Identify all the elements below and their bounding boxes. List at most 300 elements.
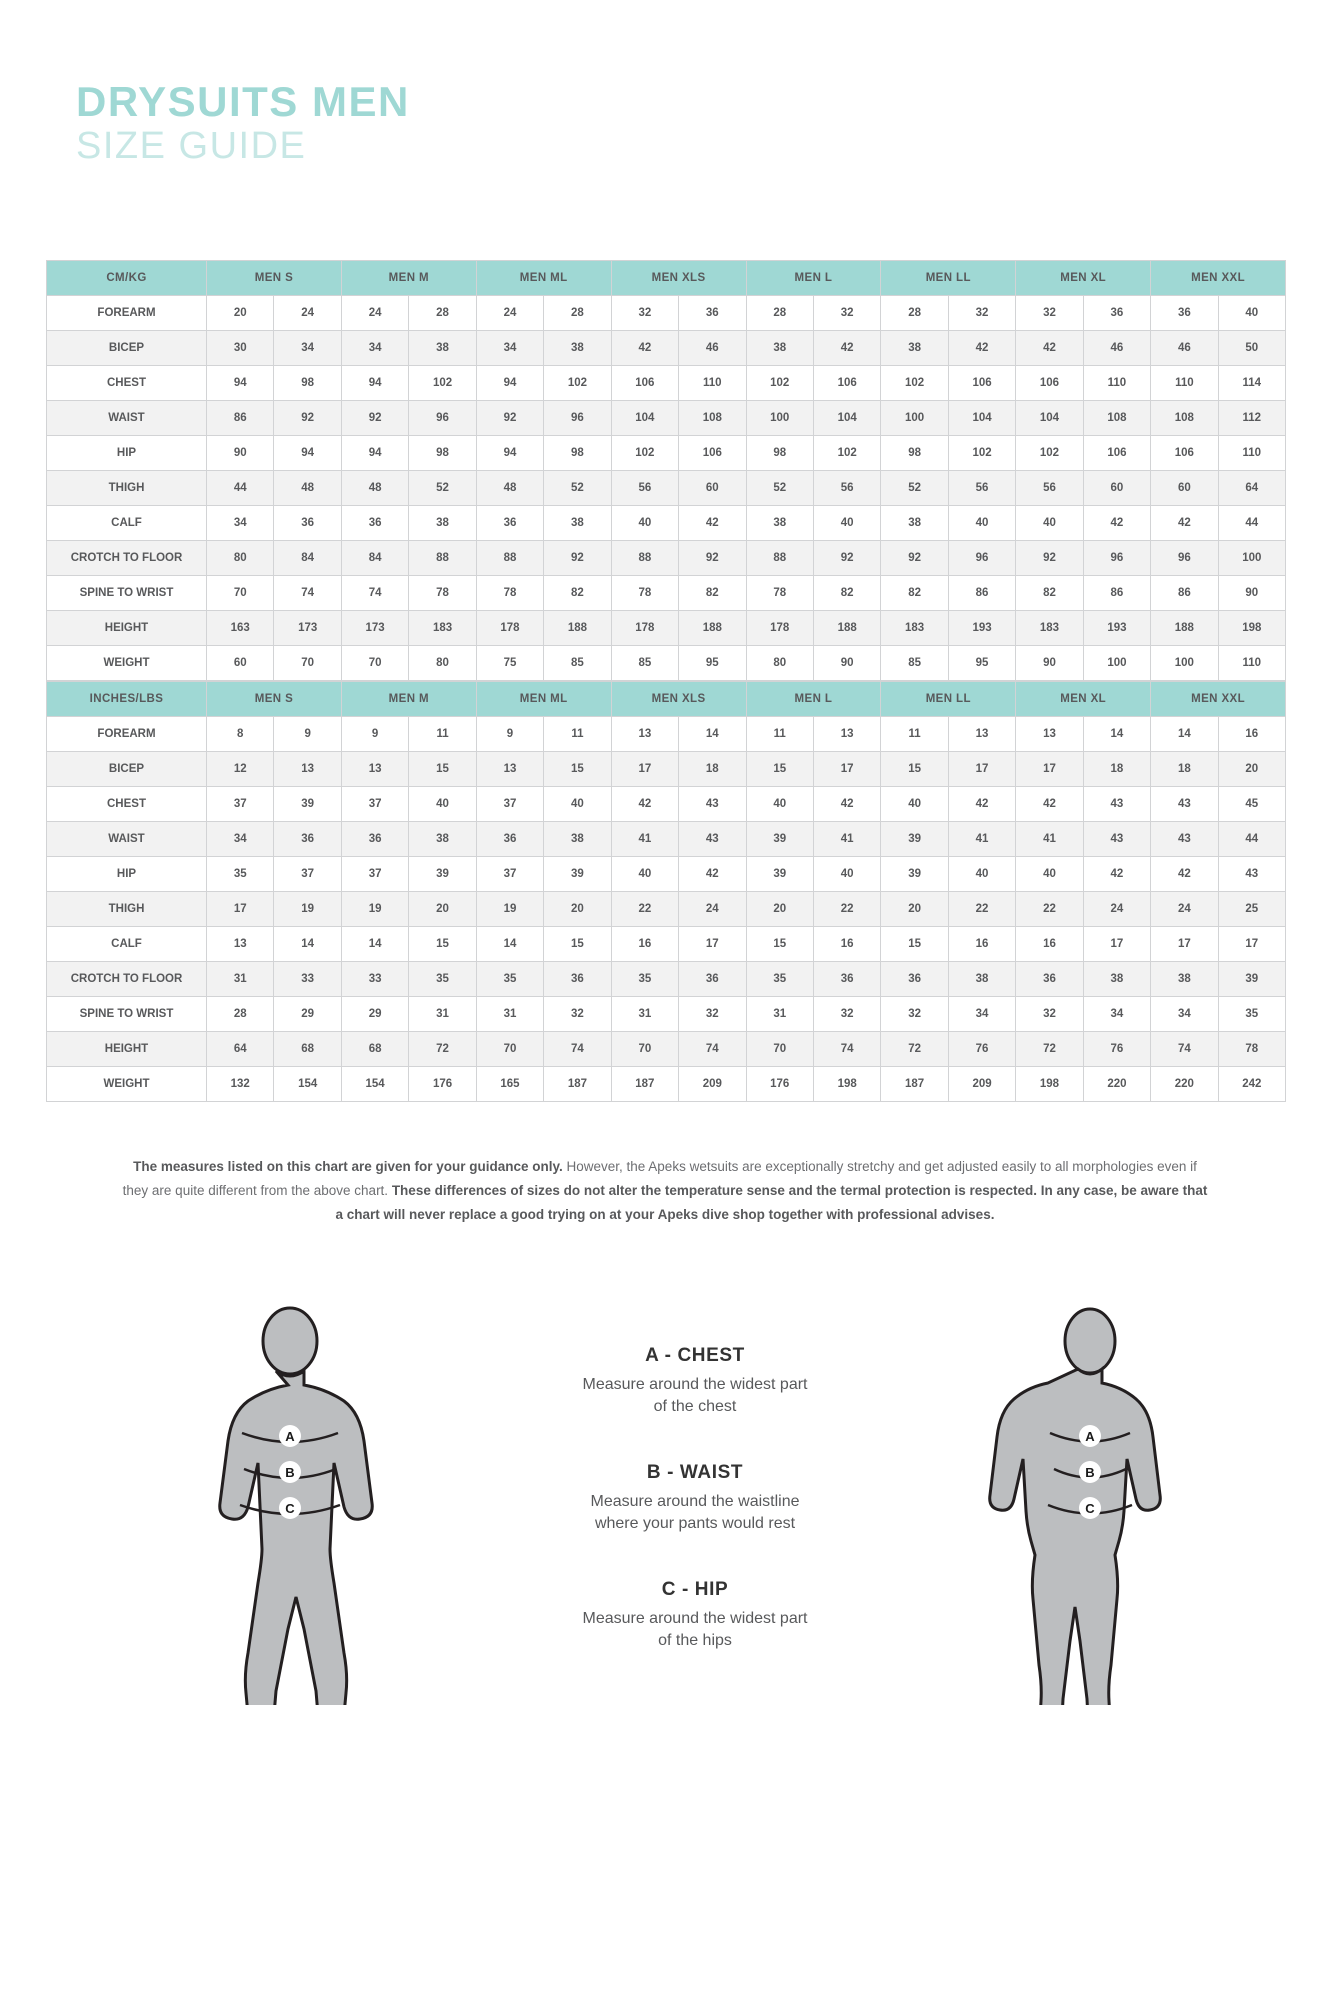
measurement-cell: 32	[813, 997, 880, 1032]
measurement-cell: 36	[274, 822, 341, 857]
measurement-cell: 19	[341, 892, 408, 927]
measurement-cell: 40	[611, 857, 678, 892]
table-row	[47, 927, 1286, 962]
measurement-cell: 48	[274, 471, 341, 506]
female-body-silhouette	[990, 1369, 1161, 1705]
table-row	[47, 366, 1286, 401]
measurement-cell: 42	[1083, 857, 1150, 892]
measurement-cell: 82	[881, 576, 948, 611]
measurement-cell: 24	[341, 296, 408, 331]
measurement-cell: 98	[746, 436, 813, 471]
measurement-cell: 86	[1083, 576, 1150, 611]
measurement-cell: 11	[544, 717, 611, 752]
table-header-row	[47, 261, 1286, 296]
measurement-cell: 36	[679, 962, 746, 997]
measurement-cell: 20	[409, 892, 476, 927]
row-label-cell: SPINE TO WRIST	[47, 997, 207, 1032]
measurement-cell: 39	[544, 857, 611, 892]
measurement-cell: 15	[746, 752, 813, 787]
table-row	[47, 962, 1286, 997]
measurement-instruction-title: B - WAIST	[646, 1462, 744, 1483]
measurement-cell: 13	[274, 752, 341, 787]
measurement-cell: 74	[274, 576, 341, 611]
row-label-cell: HIP	[47, 857, 207, 892]
measurement-cell: 163	[207, 611, 274, 646]
size-table-metric	[46, 260, 1286, 681]
size-header-cell: MEN XXL	[1151, 682, 1286, 717]
measurement-cell: 98	[881, 436, 948, 471]
measurement-cell: 9	[476, 717, 543, 752]
measurement-cell: 42	[948, 331, 1015, 366]
female-marker-c: C	[1085, 1501, 1095, 1516]
measurement-cell: 64	[1218, 471, 1285, 506]
measurement-cell: 74	[544, 1032, 611, 1067]
measurement-cell: 14	[1083, 717, 1150, 752]
measurement-cell: 9	[341, 717, 408, 752]
measurement-cell: 37	[207, 787, 274, 822]
row-label-cell: HEIGHT	[47, 611, 207, 646]
measurement-cell: 90	[207, 436, 274, 471]
measurement-cell: 38	[544, 822, 611, 857]
table-row	[47, 1067, 1286, 1102]
measurement-cell: 32	[881, 997, 948, 1032]
measurement-cell: 74	[1151, 1032, 1218, 1067]
size-header-cell: MEN S	[207, 261, 342, 296]
measurement-cell: 98	[274, 366, 341, 401]
measurement-cell: 17	[611, 752, 678, 787]
measurement-cell: 17	[679, 927, 746, 962]
measurement-cell: 16	[1016, 927, 1083, 962]
measurement-cell: 31	[409, 997, 476, 1032]
measurement-cell: 40	[881, 787, 948, 822]
measurement-cell: 39	[274, 787, 341, 822]
measurement-cell: 24	[1151, 892, 1218, 927]
table-row	[47, 576, 1286, 611]
table-row	[47, 822, 1286, 857]
row-label-cell: WAIST	[47, 401, 207, 436]
measurement-cell: 102	[746, 366, 813, 401]
measurement-cell: 42	[1016, 787, 1083, 822]
measurement-cell: 36	[1151, 296, 1218, 331]
row-label-cell: WEIGHT	[47, 646, 207, 681]
measurement-cell: 82	[1016, 576, 1083, 611]
measurement-cell: 95	[679, 646, 746, 681]
measurement-instruction-line-2: of the hips	[658, 1632, 732, 1649]
measurement-cell: 35	[207, 857, 274, 892]
measurement-cell: 70	[476, 1032, 543, 1067]
measurement-cell: 50	[1218, 331, 1285, 366]
measurement-instruction-block	[480, 1462, 910, 1535]
measurement-cell: 38	[1151, 962, 1218, 997]
measurement-cell: 38	[544, 331, 611, 366]
title-line-sub: SIZE GUIDE	[76, 125, 307, 168]
measurement-cell: 96	[544, 401, 611, 436]
measurement-cell: 14	[476, 927, 543, 962]
measurement-cell: 28	[544, 296, 611, 331]
measurement-cell: 94	[207, 366, 274, 401]
table-header-metric	[47, 261, 1286, 296]
measurement-cell: 70	[341, 646, 408, 681]
measurement-instructions	[480, 1345, 910, 1696]
row-label-cell: CALF	[47, 506, 207, 541]
measurement-cell: 17	[1083, 927, 1150, 962]
measurement-cell: 78	[476, 576, 543, 611]
measurement-cell: 209	[948, 1067, 1015, 1102]
measurement-cell: 15	[881, 927, 948, 962]
measurement-cell: 39	[746, 857, 813, 892]
measurement-cell: 41	[813, 822, 880, 857]
row-label-cell: THIGH	[47, 471, 207, 506]
measurement-cell: 16	[611, 927, 678, 962]
measurement-cell: 165	[476, 1067, 543, 1102]
measurement-cell: 32	[1016, 296, 1083, 331]
measurement-cell: 187	[881, 1067, 948, 1102]
male-marker-c: C	[285, 1501, 295, 1516]
measurement-cell: 32	[1016, 997, 1083, 1032]
measurement-cell: 110	[1218, 646, 1285, 681]
size-header-cell: MEN ML	[476, 261, 611, 296]
table-row	[47, 752, 1286, 787]
size-header-cell: MEN XLS	[611, 261, 746, 296]
measurement-cell: 32	[813, 296, 880, 331]
measurement-cell: 108	[1151, 401, 1218, 436]
measurement-cell: 28	[746, 296, 813, 331]
measurement-cell: 38	[409, 331, 476, 366]
measurement-cell: 60	[679, 471, 746, 506]
measurement-cell: 74	[341, 576, 408, 611]
measurement-cell: 60	[207, 646, 274, 681]
measurement-cell: 100	[1151, 646, 1218, 681]
measurement-cell: 8	[207, 717, 274, 752]
measurement-cell: 22	[1016, 892, 1083, 927]
measurement-cell: 41	[1016, 822, 1083, 857]
female-head-icon	[1065, 1309, 1115, 1373]
measurement-cell: 104	[1016, 401, 1083, 436]
measurement-cell: 72	[881, 1032, 948, 1067]
measurement-cell: 35	[409, 962, 476, 997]
measurement-cell: 15	[409, 927, 476, 962]
size-tables	[46, 260, 1286, 1102]
measurement-cell: 11	[409, 717, 476, 752]
measurement-cell: 110	[679, 366, 746, 401]
measurement-cell: 20	[746, 892, 813, 927]
size-header-cell: MEN L	[746, 261, 881, 296]
row-label-cell: SPINE TO WRIST	[47, 576, 207, 611]
measurement-figures	[150, 1305, 1220, 1755]
female-body-figure	[980, 1305, 1200, 1705]
measurement-cell: 14	[679, 717, 746, 752]
measurement-cell: 25	[1218, 892, 1285, 927]
table-row	[47, 296, 1286, 331]
measurement-cell: 34	[274, 331, 341, 366]
measurement-cell: 88	[611, 541, 678, 576]
measurement-cell: 96	[1151, 541, 1218, 576]
measurement-cell: 35	[611, 962, 678, 997]
measurement-cell: 90	[1218, 576, 1285, 611]
measurement-cell: 42	[679, 857, 746, 892]
measurement-cell: 20	[207, 296, 274, 331]
size-header-cell: MEN M	[341, 261, 476, 296]
measurement-cell: 74	[679, 1032, 746, 1067]
measurement-cell: 22	[948, 892, 1015, 927]
table-row	[47, 892, 1286, 927]
measurement-cell: 18	[679, 752, 746, 787]
measurement-cell: 38	[746, 506, 813, 541]
measurement-cell: 96	[948, 541, 1015, 576]
measurement-cell: 40	[611, 506, 678, 541]
measurement-cell: 32	[948, 296, 1015, 331]
measurement-cell: 28	[409, 296, 476, 331]
measurement-cell: 31	[207, 962, 274, 997]
measurement-cell: 34	[207, 822, 274, 857]
measurement-cell: 90	[813, 646, 880, 681]
size-header-cell: MEN LL	[881, 261, 1016, 296]
measurement-cell: 11	[881, 717, 948, 752]
table-row	[47, 857, 1286, 892]
measurement-cell: 36	[476, 506, 543, 541]
measurement-cell: 100	[881, 401, 948, 436]
measurement-cell: 85	[881, 646, 948, 681]
measurement-cell: 84	[341, 541, 408, 576]
measurement-cell: 37	[476, 857, 543, 892]
measurement-cell: 74	[813, 1032, 880, 1067]
measurement-cell: 42	[1151, 857, 1218, 892]
measurement-cell: 84	[274, 541, 341, 576]
measurement-cell: 40	[813, 857, 880, 892]
measurement-instruction-line-1: Measure around the widest part	[582, 1610, 808, 1627]
measurement-cell: 42	[948, 787, 1015, 822]
measurement-cell: 76	[1083, 1032, 1150, 1067]
measurement-cell: 43	[1151, 787, 1218, 822]
measurement-cell: 14	[274, 927, 341, 962]
measurement-cell: 44	[1218, 506, 1285, 541]
measurement-cell: 34	[341, 331, 408, 366]
measurement-instruction-title: C - HIP	[661, 1579, 729, 1600]
measurement-cell: 36	[813, 962, 880, 997]
measurement-cell: 198	[1218, 611, 1285, 646]
measurement-cell: 102	[544, 366, 611, 401]
measurement-cell: 187	[544, 1067, 611, 1102]
measurement-cell: 88	[746, 541, 813, 576]
measurement-cell: 102	[813, 436, 880, 471]
measurement-cell: 98	[409, 436, 476, 471]
size-header-cell: MEN XXL	[1151, 261, 1286, 296]
measurement-cell: 178	[611, 611, 678, 646]
measurement-cell: 20	[544, 892, 611, 927]
measurement-cell: 42	[611, 331, 678, 366]
measurement-cell: 19	[476, 892, 543, 927]
measurement-cell: 220	[1083, 1067, 1150, 1102]
row-label-cell: CALF	[47, 927, 207, 962]
measurement-cell: 43	[1083, 787, 1150, 822]
measurement-cell: 178	[746, 611, 813, 646]
measurement-cell: 242	[1218, 1067, 1285, 1102]
measurement-cell: 80	[746, 646, 813, 681]
measurement-cell: 39	[881, 822, 948, 857]
measurement-cell: 94	[476, 436, 543, 471]
measurement-cell: 39	[881, 857, 948, 892]
measurement-cell: 40	[948, 506, 1015, 541]
measurement-cell: 80	[207, 541, 274, 576]
measurement-cell: 17	[1218, 927, 1285, 962]
measurement-cell: 70	[746, 1032, 813, 1067]
measurement-instruction-title: A - CHEST	[645, 1345, 745, 1366]
measurement-cell: 106	[1151, 436, 1218, 471]
measurement-cell: 40	[746, 787, 813, 822]
measurement-cell: 35	[746, 962, 813, 997]
measurement-cell: 38	[881, 331, 948, 366]
measurement-cell: 60	[1083, 471, 1150, 506]
row-label-cell: BICEP	[47, 752, 207, 787]
measurement-cell: 104	[611, 401, 678, 436]
measurement-cell: 183	[409, 611, 476, 646]
measurement-cell: 40	[813, 506, 880, 541]
measurement-cell: 188	[679, 611, 746, 646]
measurement-cell: 33	[341, 962, 408, 997]
measurement-cell: 13	[1016, 717, 1083, 752]
measurement-instruction-line-2: where your pants would rest	[594, 1515, 796, 1532]
measurement-cell: 52	[409, 471, 476, 506]
measurement-cell: 42	[611, 787, 678, 822]
measurement-cell: 13	[813, 717, 880, 752]
measurement-cell: 28	[207, 997, 274, 1032]
measurement-cell: 36	[1016, 962, 1083, 997]
measurement-cell: 16	[948, 927, 1015, 962]
measurement-cell: 9	[274, 717, 341, 752]
measurement-cell: 22	[611, 892, 678, 927]
measurement-cell: 40	[1218, 296, 1285, 331]
measurement-cell: 43	[1151, 822, 1218, 857]
measurement-cell: 46	[679, 331, 746, 366]
measurement-cell: 110	[1083, 366, 1150, 401]
measurement-cell: 43	[1083, 822, 1150, 857]
measurement-cell: 36	[341, 822, 408, 857]
measurement-cell: 110	[1218, 436, 1285, 471]
measurement-cell: 32	[611, 296, 678, 331]
measurement-cell: 68	[341, 1032, 408, 1067]
measurement-cell: 17	[948, 752, 1015, 787]
measurement-cell: 40	[1016, 506, 1083, 541]
male-marker-a: A	[285, 1429, 295, 1444]
measurement-cell: 41	[611, 822, 678, 857]
measurement-cell: 13	[207, 927, 274, 962]
table-header-row	[47, 682, 1286, 717]
size-header-cell: MEN LL	[881, 682, 1016, 717]
measurement-cell: 44	[1218, 822, 1285, 857]
measurement-cell: 110	[1151, 366, 1218, 401]
table-row	[47, 331, 1286, 366]
measurement-cell: 40	[948, 857, 1015, 892]
unit-header-cell: CM/KG	[47, 261, 207, 296]
measurement-cell: 92	[881, 541, 948, 576]
measurement-cell: 100	[1218, 541, 1285, 576]
measurement-cell: 76	[948, 1032, 1015, 1067]
measurement-cell: 22	[813, 892, 880, 927]
measurement-cell: 102	[948, 436, 1015, 471]
measurement-instruction-line-1: Measure around the widest part	[582, 1376, 808, 1393]
measurement-cell: 193	[948, 611, 1015, 646]
measurement-cell: 70	[274, 646, 341, 681]
measurement-cell: 36	[881, 962, 948, 997]
measurement-cell: 18	[1083, 752, 1150, 787]
table-row	[47, 541, 1286, 576]
measurement-cell: 88	[476, 541, 543, 576]
measurement-cell: 86	[1151, 576, 1218, 611]
measurement-cell: 43	[1218, 857, 1285, 892]
measurement-cell: 104	[948, 401, 1015, 436]
measurement-cell: 16	[1218, 717, 1285, 752]
measurement-cell: 39	[746, 822, 813, 857]
table-row	[47, 1032, 1286, 1067]
table-body-metric	[47, 296, 1286, 681]
measurement-cell: 88	[409, 541, 476, 576]
measurement-cell: 100	[1083, 646, 1150, 681]
row-label-cell: CROTCH TO FLOOR	[47, 962, 207, 997]
measurement-cell: 106	[813, 366, 880, 401]
measurement-cell: 20	[881, 892, 948, 927]
measurement-cell: 92	[813, 541, 880, 576]
size-header-cell: MEN XL	[1016, 261, 1151, 296]
measurement-cell: 37	[341, 857, 408, 892]
measurement-cell: 86	[948, 576, 1015, 611]
measurement-cell: 78	[611, 576, 678, 611]
measurement-cell: 31	[476, 997, 543, 1032]
male-body-silhouette	[220, 1371, 373, 1705]
measurement-cell: 106	[1016, 366, 1083, 401]
measurement-cell: 42	[1151, 506, 1218, 541]
measurement-cell: 11	[746, 717, 813, 752]
measurement-cell: 37	[341, 787, 408, 822]
measurement-cell: 108	[1083, 401, 1150, 436]
title-line-main: DRYSUITS MEN	[76, 78, 410, 125]
measurement-cell: 187	[611, 1067, 678, 1102]
table-row	[47, 436, 1286, 471]
measurement-cell: 56	[813, 471, 880, 506]
table-row	[47, 611, 1286, 646]
measurement-cell: 70	[611, 1032, 678, 1067]
measurement-cell: 37	[274, 857, 341, 892]
measurement-cell: 42	[679, 506, 746, 541]
size-header-cell: MEN S	[207, 682, 342, 717]
measurement-cell: 40	[1016, 857, 1083, 892]
measurement-cell: 82	[679, 576, 746, 611]
measurement-cell: 39	[409, 857, 476, 892]
measurement-cell: 188	[1151, 611, 1218, 646]
measurement-cell: 92	[274, 401, 341, 436]
measurement-cell: 183	[1016, 611, 1083, 646]
table-row	[47, 506, 1286, 541]
measurement-cell: 40	[409, 787, 476, 822]
measurement-cell: 46	[1151, 331, 1218, 366]
measurement-cell: 85	[544, 646, 611, 681]
measurement-cell: 36	[274, 506, 341, 541]
measurement-cell: 36	[679, 296, 746, 331]
measurement-cell: 80	[409, 646, 476, 681]
measurement-cell: 31	[611, 997, 678, 1032]
table-row	[47, 997, 1286, 1032]
measurement-cell: 41	[948, 822, 1015, 857]
measurement-cell: 17	[1016, 752, 1083, 787]
measurement-cell: 48	[476, 471, 543, 506]
measurement-cell: 52	[544, 471, 611, 506]
measurement-cell: 108	[679, 401, 746, 436]
measurement-cell: 20	[1218, 752, 1285, 787]
row-label-cell: WAIST	[47, 822, 207, 857]
measurement-cell: 42	[1016, 331, 1083, 366]
measurement-cell: 38	[948, 962, 1015, 997]
measurement-cell: 43	[679, 787, 746, 822]
measurement-cell: 188	[813, 611, 880, 646]
